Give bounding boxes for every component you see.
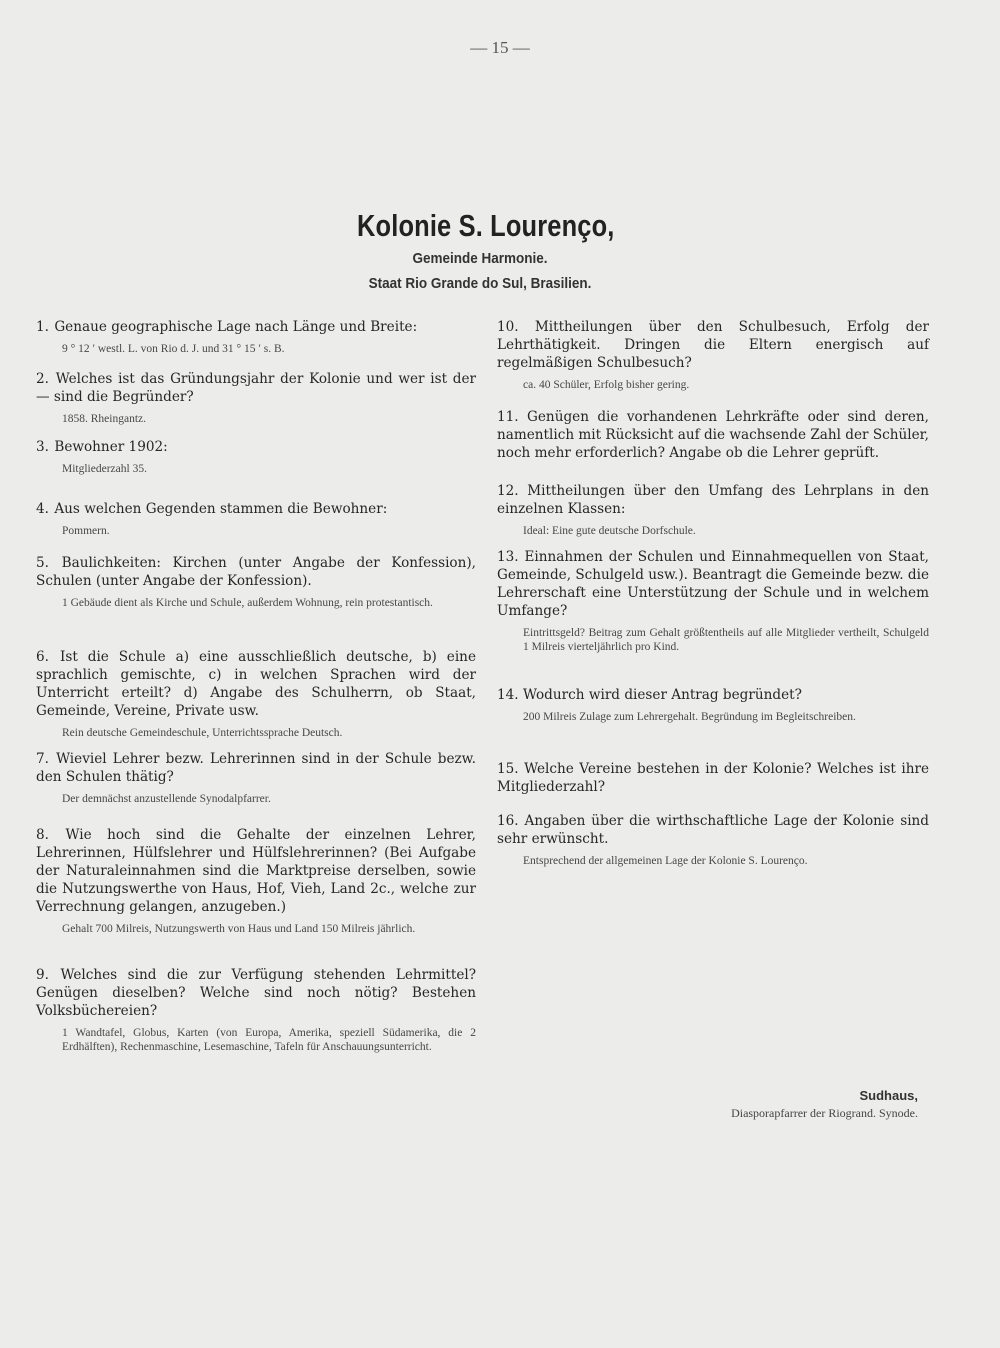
question-label: Wie hoch sind die Gehalte der einzelnen Lehrer, Lehrerinnen, Hülfslehrer und Hülfslehrerinnen? (Bei Aufgabe der Naturaleinnahmen sind die Marktpreise derselben, sowie die Nutzungswerthe von Haus, Hof, Vieh, Land 2c., welche zur Verrechnung gelangen, anzugeben.) [36,827,476,915]
question-text [36,826,476,916]
question-text [36,438,476,456]
question-block [497,686,929,724]
question-block [36,826,476,936]
question-block [497,812,929,868]
question-number: 15. [497,761,519,777]
question-number: 6. [36,649,49,665]
page-subtitle-community: Gemeinde Harmonie. [412,250,548,267]
question-text [36,500,476,518]
answer-text: Pommern. [62,525,110,537]
answer-text: 1 Gebäude dient als Kirche und Schule, außerdem Wohnung, rein protestantisch. [62,597,433,609]
question-number: 7. [36,751,49,767]
question-label: Mittheilungen über den Schulbesuch, Erfolg der Lehrthätigkeit. Dringen die Eltern energisch auf regelmäßigen Schulbesuch? [497,319,929,371]
answer-text: 9 ° 12 ′ westl. L. von Rio d. J. und 31 ° 15 ′ s. B. [62,343,285,355]
question-text [36,750,476,786]
right-column [497,318,929,1078]
signature-block [600,1088,918,1121]
answer-text: Der demnächst anzustellende Synodalpfarrer. [62,793,271,805]
question-number: 1. [36,319,49,335]
question-block [36,318,476,356]
answer-text: Rein deutsche Gemeindeschule, Unterrichtssprache Deutsch. [62,727,343,739]
question-number: 5. [36,555,49,571]
question-number: 2. [36,371,49,387]
answer-text: Gehalt 700 Milreis, Nutzungswerth von Haus und Land 150 Milreis jährlich. [62,923,416,935]
question-text [36,648,476,720]
question-number: 16. [497,813,519,829]
title-block [330,208,630,292]
answer-text: Entsprechend der allgemeinen Lage der Kolonie S. Lourenço. [523,855,808,867]
answer-text: Eintrittsgeld? Beitrag zum Gehalt größtentheils auf alle Mitglieder vertheilt, Schulgeld 1 Milreis vierteljährlich pro Kind. [523,627,929,653]
answer-text: 1858. Rheingantz. [62,413,146,425]
question-text [36,370,476,406]
question-label: Aus welchen Gegenden stammen die Bewohner: [54,501,388,517]
question-block [497,408,929,462]
question-label: Ist die Schule a) eine ausschließlich deutsche, b) eine sprachlich gemischte, c) in welchen Sprachen wird der Unterricht erteilt? d) Angabe des Schulherrn, ob Staat, Gemeinde, Vereine, Private usw. [36,649,476,719]
answer-text: 1 Wandtafel, Globus, Karten (von Europa, Amerika, speziell Südamerika, die 2 Erdhälften), Rechenmaschine, Lesemaschine, Tafeln für Anschauungsunterricht. [62,1027,476,1053]
question-label: Genügen die vorhandenen Lehrkräfte oder sind deren, namentlich mit Rücksicht auf die wachsende Zahl der Schüler, noch mehr erforderlich? Angabe ob die Lehrer geprüft. [497,409,930,461]
page-number: — 15 — [470,38,530,57]
question-text [36,966,476,1020]
signature-title: Diasporapfarrer der Riogrand. Synode. [731,1106,918,1120]
answer-text: Ideal: Eine gute deutsche Dorfschule. [523,525,696,537]
question-text [497,482,929,518]
question-text [497,408,929,462]
question-block [497,548,929,654]
question-number: 10. [497,319,519,335]
question-text [497,812,929,848]
question-number: 3. [36,439,49,455]
question-number: 8. [36,827,49,843]
question-label: Baulichkeiten: Kirchen (unter Angabe der Konfession), Schulen (unter Angabe der Konfession). [36,555,476,589]
question-text [497,760,929,796]
question-block [36,438,476,476]
question-text [497,548,929,620]
question-label: Wieviel Lehrer bezw. Lehrerinnen sind in der Schule bezw. den Schulen thätig? [36,751,477,785]
question-number: 12. [497,483,519,499]
answer-text: Mitgliederzahl 35. [62,463,147,475]
question-number: 14. [497,687,519,703]
question-text [497,686,929,704]
question-number: 11. [497,409,519,425]
answer-text: ca. 40 Schüler, Erfolg bisher gering. [523,379,690,391]
question-label: Einnahmen der Schulen und Einnahmequellen von Staat, Gemeinde, Schulgeld usw.). Beantragt die Gemeinde bezw. die Lehrerschaft eine Unterstützung der Schule und in welchem Umfange? [497,549,929,619]
question-number: 9. [36,967,49,983]
question-label: Mittheilungen über den Umfang des Lehrplans in den einzelnen Klassen: [497,483,929,517]
question-block [36,750,476,806]
question-label: Bewohner 1902: [54,439,168,455]
question-text [36,554,476,590]
question-label: Welche Vereine bestehen in der Kolonie? Welches ist ihre Mitgliederzahl? [497,761,929,795]
signature-name: Sudhaus, [859,1088,918,1103]
question-block [36,966,476,1054]
answer-text: 200 Milreis Zulage zum Lehrergehalt. Begründung im Begleitschreiben. [523,711,856,723]
question-number: 13. [497,549,519,565]
question-block [497,318,929,392]
left-column [36,318,476,1078]
question-label: Welches ist das Gründungsjahr der Kolonie und wer ist der — sind die Begründer? [36,371,476,405]
question-block [36,500,476,538]
question-block [36,648,476,740]
question-label: Genaue geographische Lage nach Länge und Breite: [54,319,418,335]
question-block [497,482,929,538]
question-number: 4. [36,501,49,517]
page-subtitle-state: Staat Rio Grande do Sul, Brasilien. [368,275,592,292]
question-block [497,760,929,796]
question-text [497,318,929,372]
question-label: Welches sind die zur Verfügung stehenden Lehrmittel? Genügen dieselben? Welche sind noch nötig? Bestehen Volksbüchereien? [36,967,476,1019]
question-label: Angaben über die wirthschaftliche Lage der Kolonie sind sehr erwünscht. [497,813,929,847]
page-title: Kolonie S. Lourenço, [357,208,615,243]
question-label: Wodurch wird dieser Antrag begründet? [522,687,802,703]
question-block [36,370,476,426]
question-text [36,318,476,336]
question-block [36,554,476,610]
